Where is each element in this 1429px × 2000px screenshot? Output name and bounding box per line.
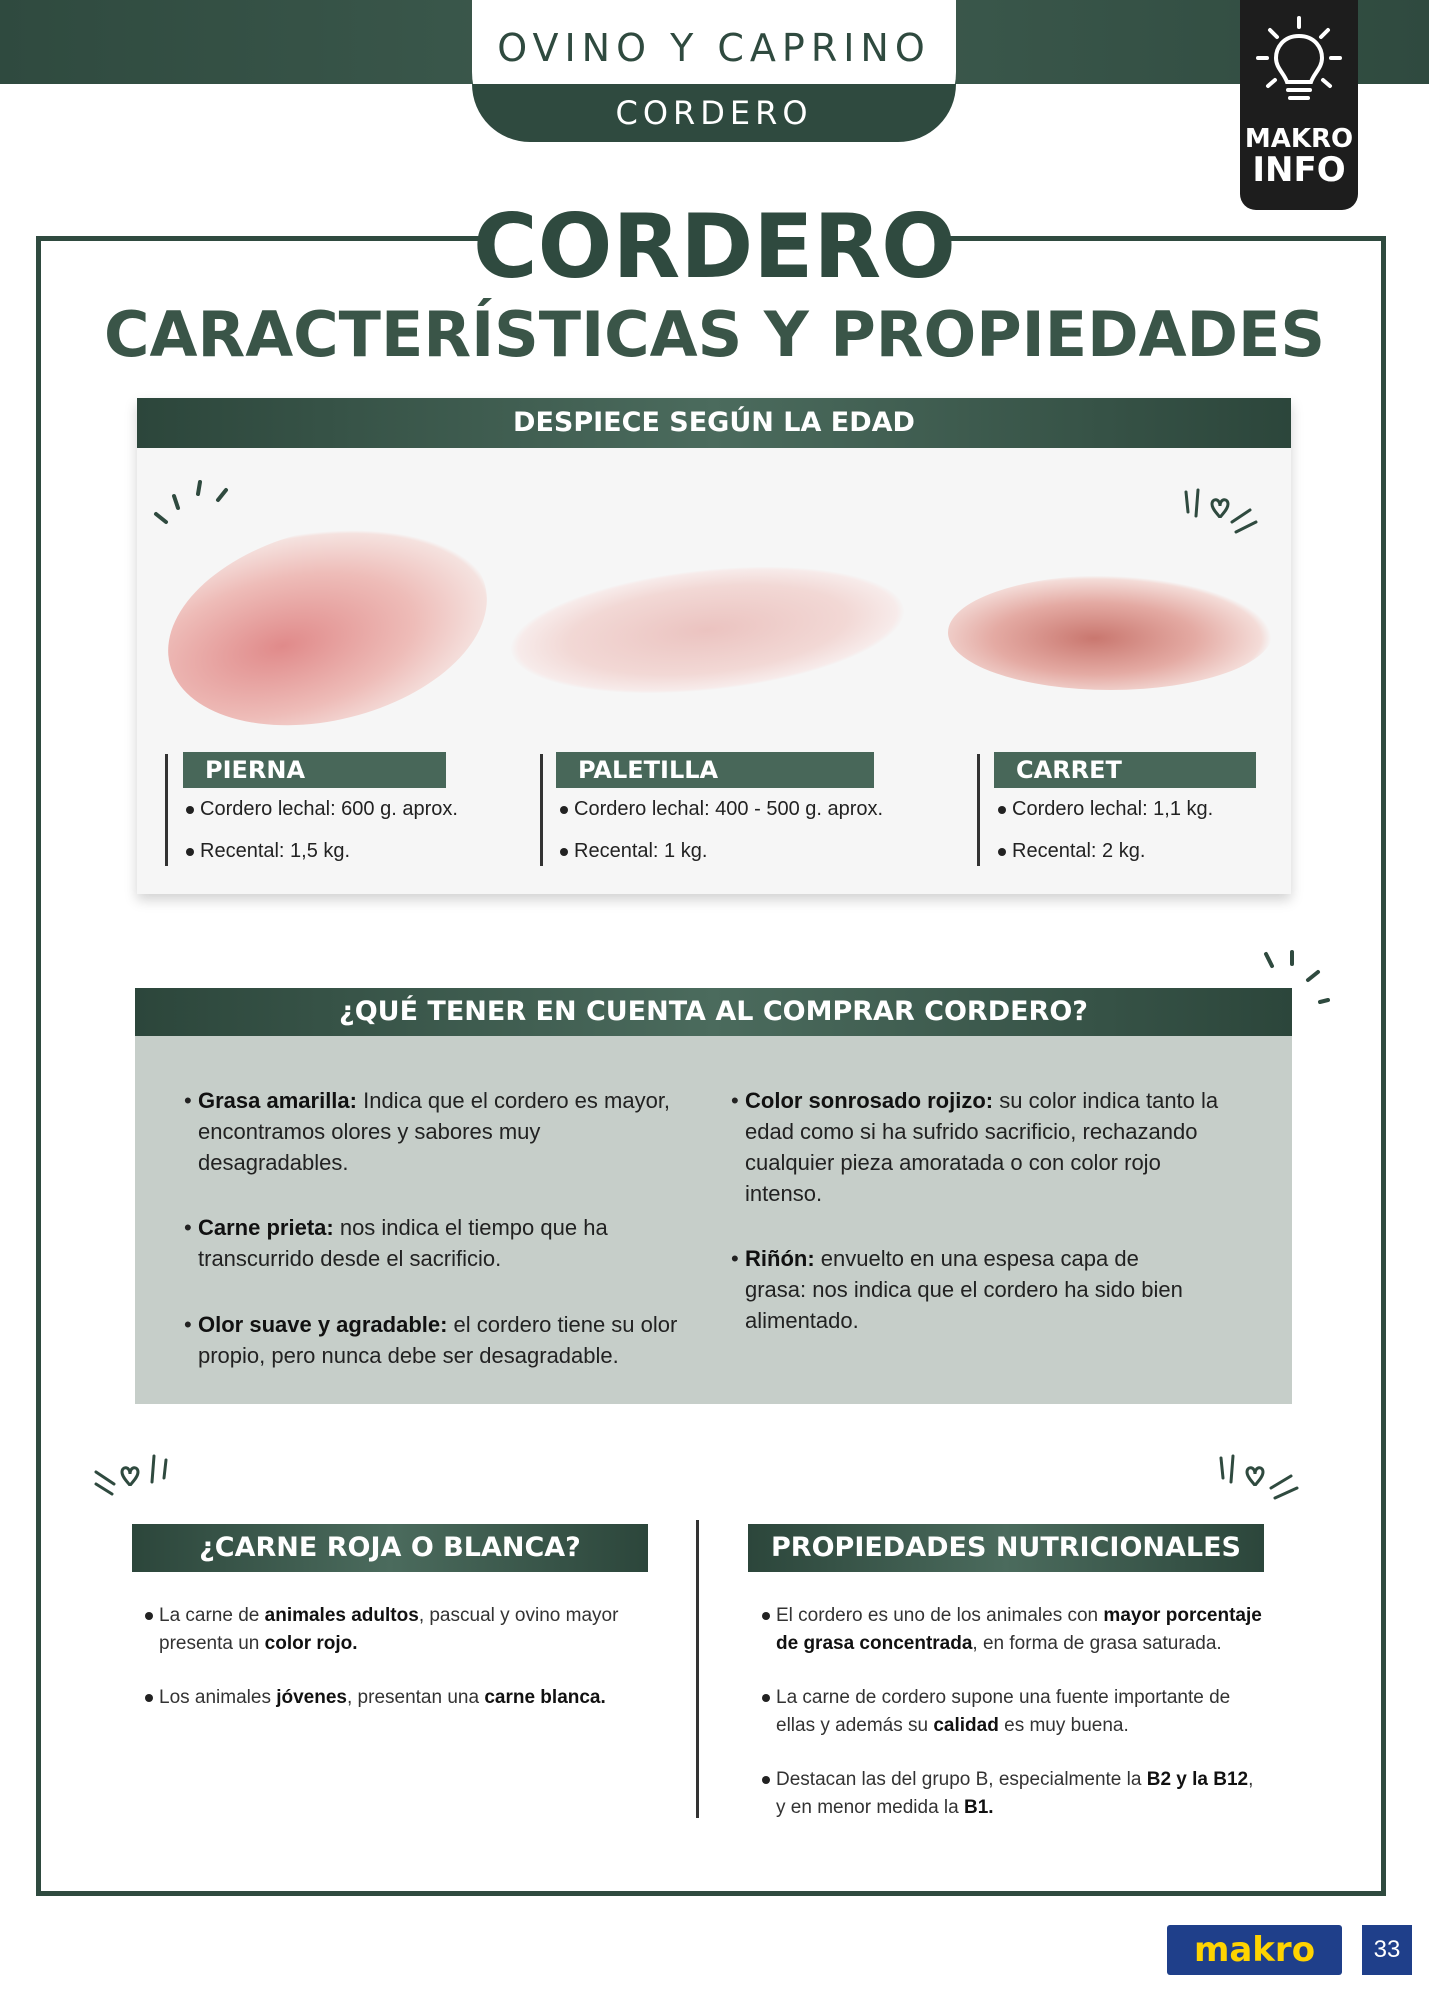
- paletilla-rule: [540, 754, 543, 866]
- page-number: 33: [1362, 1925, 1412, 1975]
- buy-tip-rinon: • Riñón: envuelto en una espesa capa de grasa: nos indica que el cordero ha sido bien alimentado.: [745, 1243, 1205, 1336]
- nutrition-heading: PROPIEDADES NUTRICIONALES: [748, 1524, 1264, 1572]
- bullet-icon: •: [184, 1088, 192, 1113]
- page-subtitle: CARACTERÍSTICAS Y PROPIEDADES: [103, 298, 1326, 371]
- buy-tip-color: • Color sonrosado rojizo: su color indica tanto la edad como si ha sufrido sacrificio, rechazando cualquier pieza amoratada o con color rojo intenso.: [745, 1085, 1235, 1209]
- subcategory-label: CORDERO: [472, 84, 956, 142]
- paletilla-line-1: Cordero lechal: 400 - 500 g. aprox.: [560, 798, 883, 821]
- buy-tip-grasa: • Grasa amarilla: Indica que el cordero es mayor, encontramos olores y sabores muy desagradables.: [198, 1085, 688, 1178]
- pierna-line-2: Recental: 1,5 kg.: [186, 840, 350, 863]
- heart-sparkle-icon: [92, 1452, 182, 1512]
- pierna-label: PIERNA: [183, 752, 446, 788]
- bullet-icon: [145, 1694, 153, 1702]
- bullet-icon: [145, 1612, 153, 1620]
- bullet-icon: [762, 1776, 770, 1784]
- bullet-icon: [998, 848, 1006, 856]
- carret-label: CARRET: [994, 752, 1256, 788]
- nutrition-item-3: Destacan las del grupo B, especialmente la B2 y la B12, y en menor medida la B1.: [776, 1766, 1266, 1822]
- column-divider: [696, 1520, 699, 1818]
- bullet-icon: [998, 806, 1006, 814]
- makro-logo: makro: [1167, 1925, 1342, 1975]
- bullet-icon: [186, 806, 194, 814]
- page-title: CORDERO: [473, 195, 956, 298]
- buying-heading: ¿QUÉ TENER EN CUENTA AL COMPRAR CORDERO?: [135, 988, 1292, 1036]
- meat-color-item-1: La carne de animales adultos, pascual y ovino mayor presenta un color rojo.: [159, 1602, 659, 1658]
- bullet-icon: •: [184, 1312, 192, 1337]
- heart-sparkle-icon: [1180, 488, 1260, 548]
- heart-sparkle-icon: [1215, 1452, 1305, 1512]
- carret-rule: [977, 754, 980, 866]
- buy-tip-olor: • Olor suave y agradable: el cordero tiene su olor propio, pero nunca debe ser desagradable.: [198, 1309, 688, 1371]
- nutrition-item-1: El cordero es uno de los animales con mayor porcentaje de grasa concentrada, en forma de grasa saturada.: [776, 1602, 1266, 1658]
- bullet-icon: •: [184, 1215, 192, 1240]
- paletilla-label: PALETILLA: [556, 752, 874, 788]
- paletilla-line-2: Recental: 1 kg.: [560, 840, 707, 863]
- bullet-icon: [762, 1612, 770, 1620]
- carret-line-2: Recental: 2 kg.: [998, 840, 1145, 863]
- bullet-icon: •: [731, 1088, 739, 1113]
- lightbulb-icon: [1240, 0, 1358, 120]
- meat-color-item-2: Los animales jóvenes, presentan una carne blanca.: [159, 1684, 659, 1712]
- bullet-icon: •: [731, 1246, 739, 1271]
- cuts-heading: DESPIECE SEGÚN LA EDAD: [137, 398, 1291, 448]
- badge-line-2: INFO: [1252, 150, 1346, 190]
- meat-color-heading: ¿CARNE ROJA O BLANCA?: [132, 1524, 648, 1572]
- carret-line-1: Cordero lechal: 1,1 kg.: [998, 798, 1213, 821]
- bullet-icon: [560, 848, 568, 856]
- buy-tip-carne: • Carne prieta: nos indica el tiempo que ha transcurrido desde el sacrificio.: [198, 1212, 688, 1274]
- nutrition-item-2: La carne de cordero supone una fuente importante de ellas y además su calidad es muy buena.: [776, 1684, 1266, 1740]
- category-label: OVINO Y CAPRINO: [497, 26, 931, 70]
- pierna-rule: [165, 754, 168, 866]
- carret-image: [948, 575, 1273, 690]
- bullet-icon: [560, 806, 568, 814]
- bullet-icon: [762, 1694, 770, 1702]
- badge-line-1: MAKRO: [1244, 124, 1354, 154]
- makro-info-badge: [1240, 0, 1358, 210]
- bullet-icon: [186, 848, 194, 856]
- sparkle-icon: [150, 478, 240, 528]
- pierna-line-1: Cordero lechal: 600 g. aprox.: [186, 798, 458, 821]
